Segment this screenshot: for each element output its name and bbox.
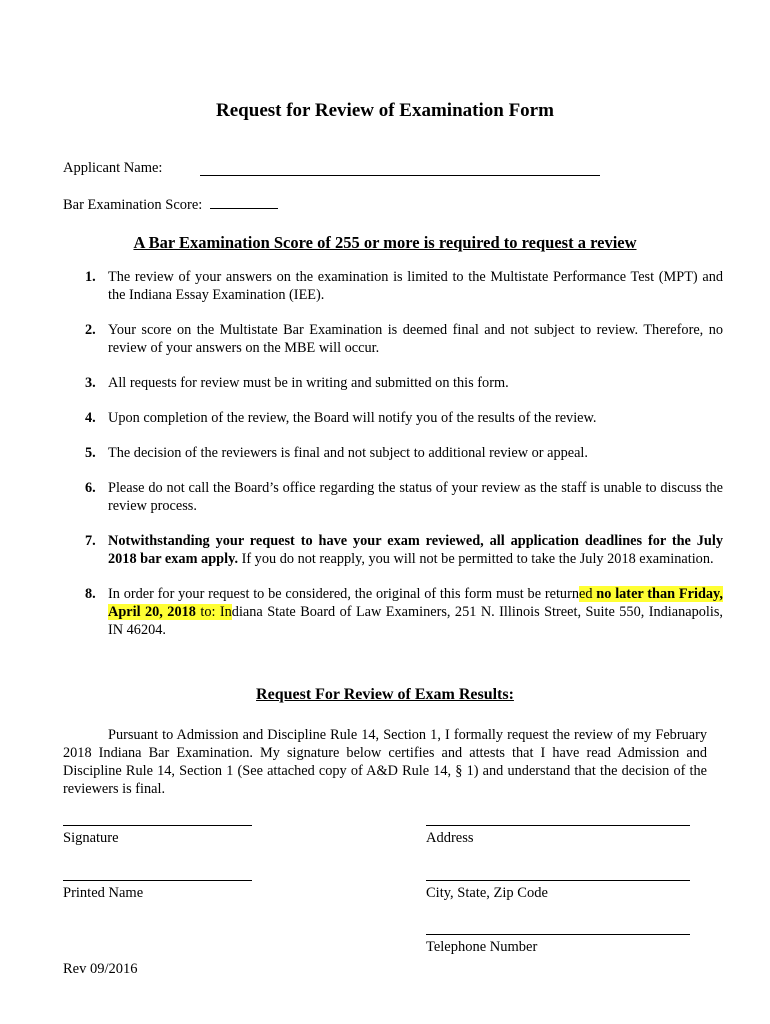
bar-score-field[interactable] [63,196,278,214]
signature-line[interactable] [63,825,252,826]
rule-text-part-b: diana State Board of Law Examiners, 251 N. Illinois Street, Suite 550, Indianapolis, IN 46204. [108,604,723,638]
applicant-name-label: Applicant Name: [63,160,163,176]
rule-bold-deadline: Notwithstanding your request to have your exam reviewed, all application deadlines for the July 2018 bar exam apply. [108,533,723,567]
request-section-heading: Request For Review of Exam Results: [256,686,514,703]
rule-item [63,585,723,639]
rule-text: The decision of the reviewers is final and not subject to additional review or appeal. [108,445,588,461]
applicant-name-field[interactable] [63,160,162,177]
rule-number: 7. [85,533,96,549]
signature-field[interactable] [63,825,252,847]
rule-item [63,409,723,427]
signature-label: Signature [63,830,119,846]
rule-item [63,532,723,568]
address-line[interactable] [426,825,690,826]
request-paragraph: Pursuant to Admission and Discipline Rule 14, Section 1, I formally request the review of my February 2018 Indiana Bar Examination. My signature below certifies and attests that I have read Admission and Discipline Rule 14, Section 1 (See attached copy of A&D Rule 14, § 1) and understand that the decision of the reviewers is final. [63,727,707,797]
telephone-field[interactable] [426,934,690,956]
rules-list [63,268,723,656]
city-state-zip-line[interactable] [426,880,690,881]
rule-text: Please do not call the Board’s office regarding the status of your review as the staff is unable to discuss the review process. [108,480,723,514]
rule-number: 6. [85,480,96,496]
rule-number: 5. [85,445,96,461]
rule-item [63,268,723,304]
rule-text: Upon completion of the review, the Board will notify you of the results of the review. [108,410,597,426]
form-title: Request for Review of Examination Form [216,100,554,121]
telephone-line[interactable] [426,934,690,935]
rule-number: 2. [85,322,96,338]
highlight-segment: ed [579,586,597,602]
rule-text-part-a: In order for your request to be considered, the original of this form must be return [108,586,579,602]
bar-score-line[interactable] [210,196,278,209]
rule-item [63,374,723,392]
address-field[interactable] [426,825,690,847]
printed-name-line[interactable] [63,880,252,881]
rule-text: Your score on the Multistate Bar Examination is deemed final and not subject to review. Therefore, no review of your answers on the MBE will occur. [108,322,723,356]
city-state-zip-label: City, State, Zip Code [426,885,548,901]
rule-item [63,479,723,515]
rule-number: 1. [85,269,96,285]
applicant-name-line[interactable] [200,175,600,176]
rule-text: The review of your answers on the examination is limited to the Multistate Performance Test (MPT) and the Indiana Essay Examination (IEE). [108,269,723,303]
highlight-segment: to: In [195,604,232,620]
rule-number: 4. [85,410,96,426]
city-state-zip-field[interactable] [426,880,690,902]
rule-item [63,321,723,357]
rule-item [63,444,723,462]
rule-number: 8. [85,586,96,602]
printed-name-field[interactable] [63,880,252,902]
telephone-label: Telephone Number [426,939,538,955]
requirement-heading: A Bar Examination Score of 255 or more is required to request a review [133,233,637,252]
bar-score-label: Bar Examination Score: [63,197,203,213]
address-label: Address [426,830,474,846]
deadline-highlight: no later than Friday, April 20, 2018 [108,586,723,620]
printed-name-label: Printed Name [63,885,144,901]
rule-number: 3. [85,375,96,391]
rule-text: All requests for review must be in writing and submitted on this form. [108,375,509,391]
revision-label: Rev 09/2016 [63,961,138,977]
rule-text-rest: If you do not reapply, you will not be permitted to take the July 2018 examination. [238,551,714,567]
